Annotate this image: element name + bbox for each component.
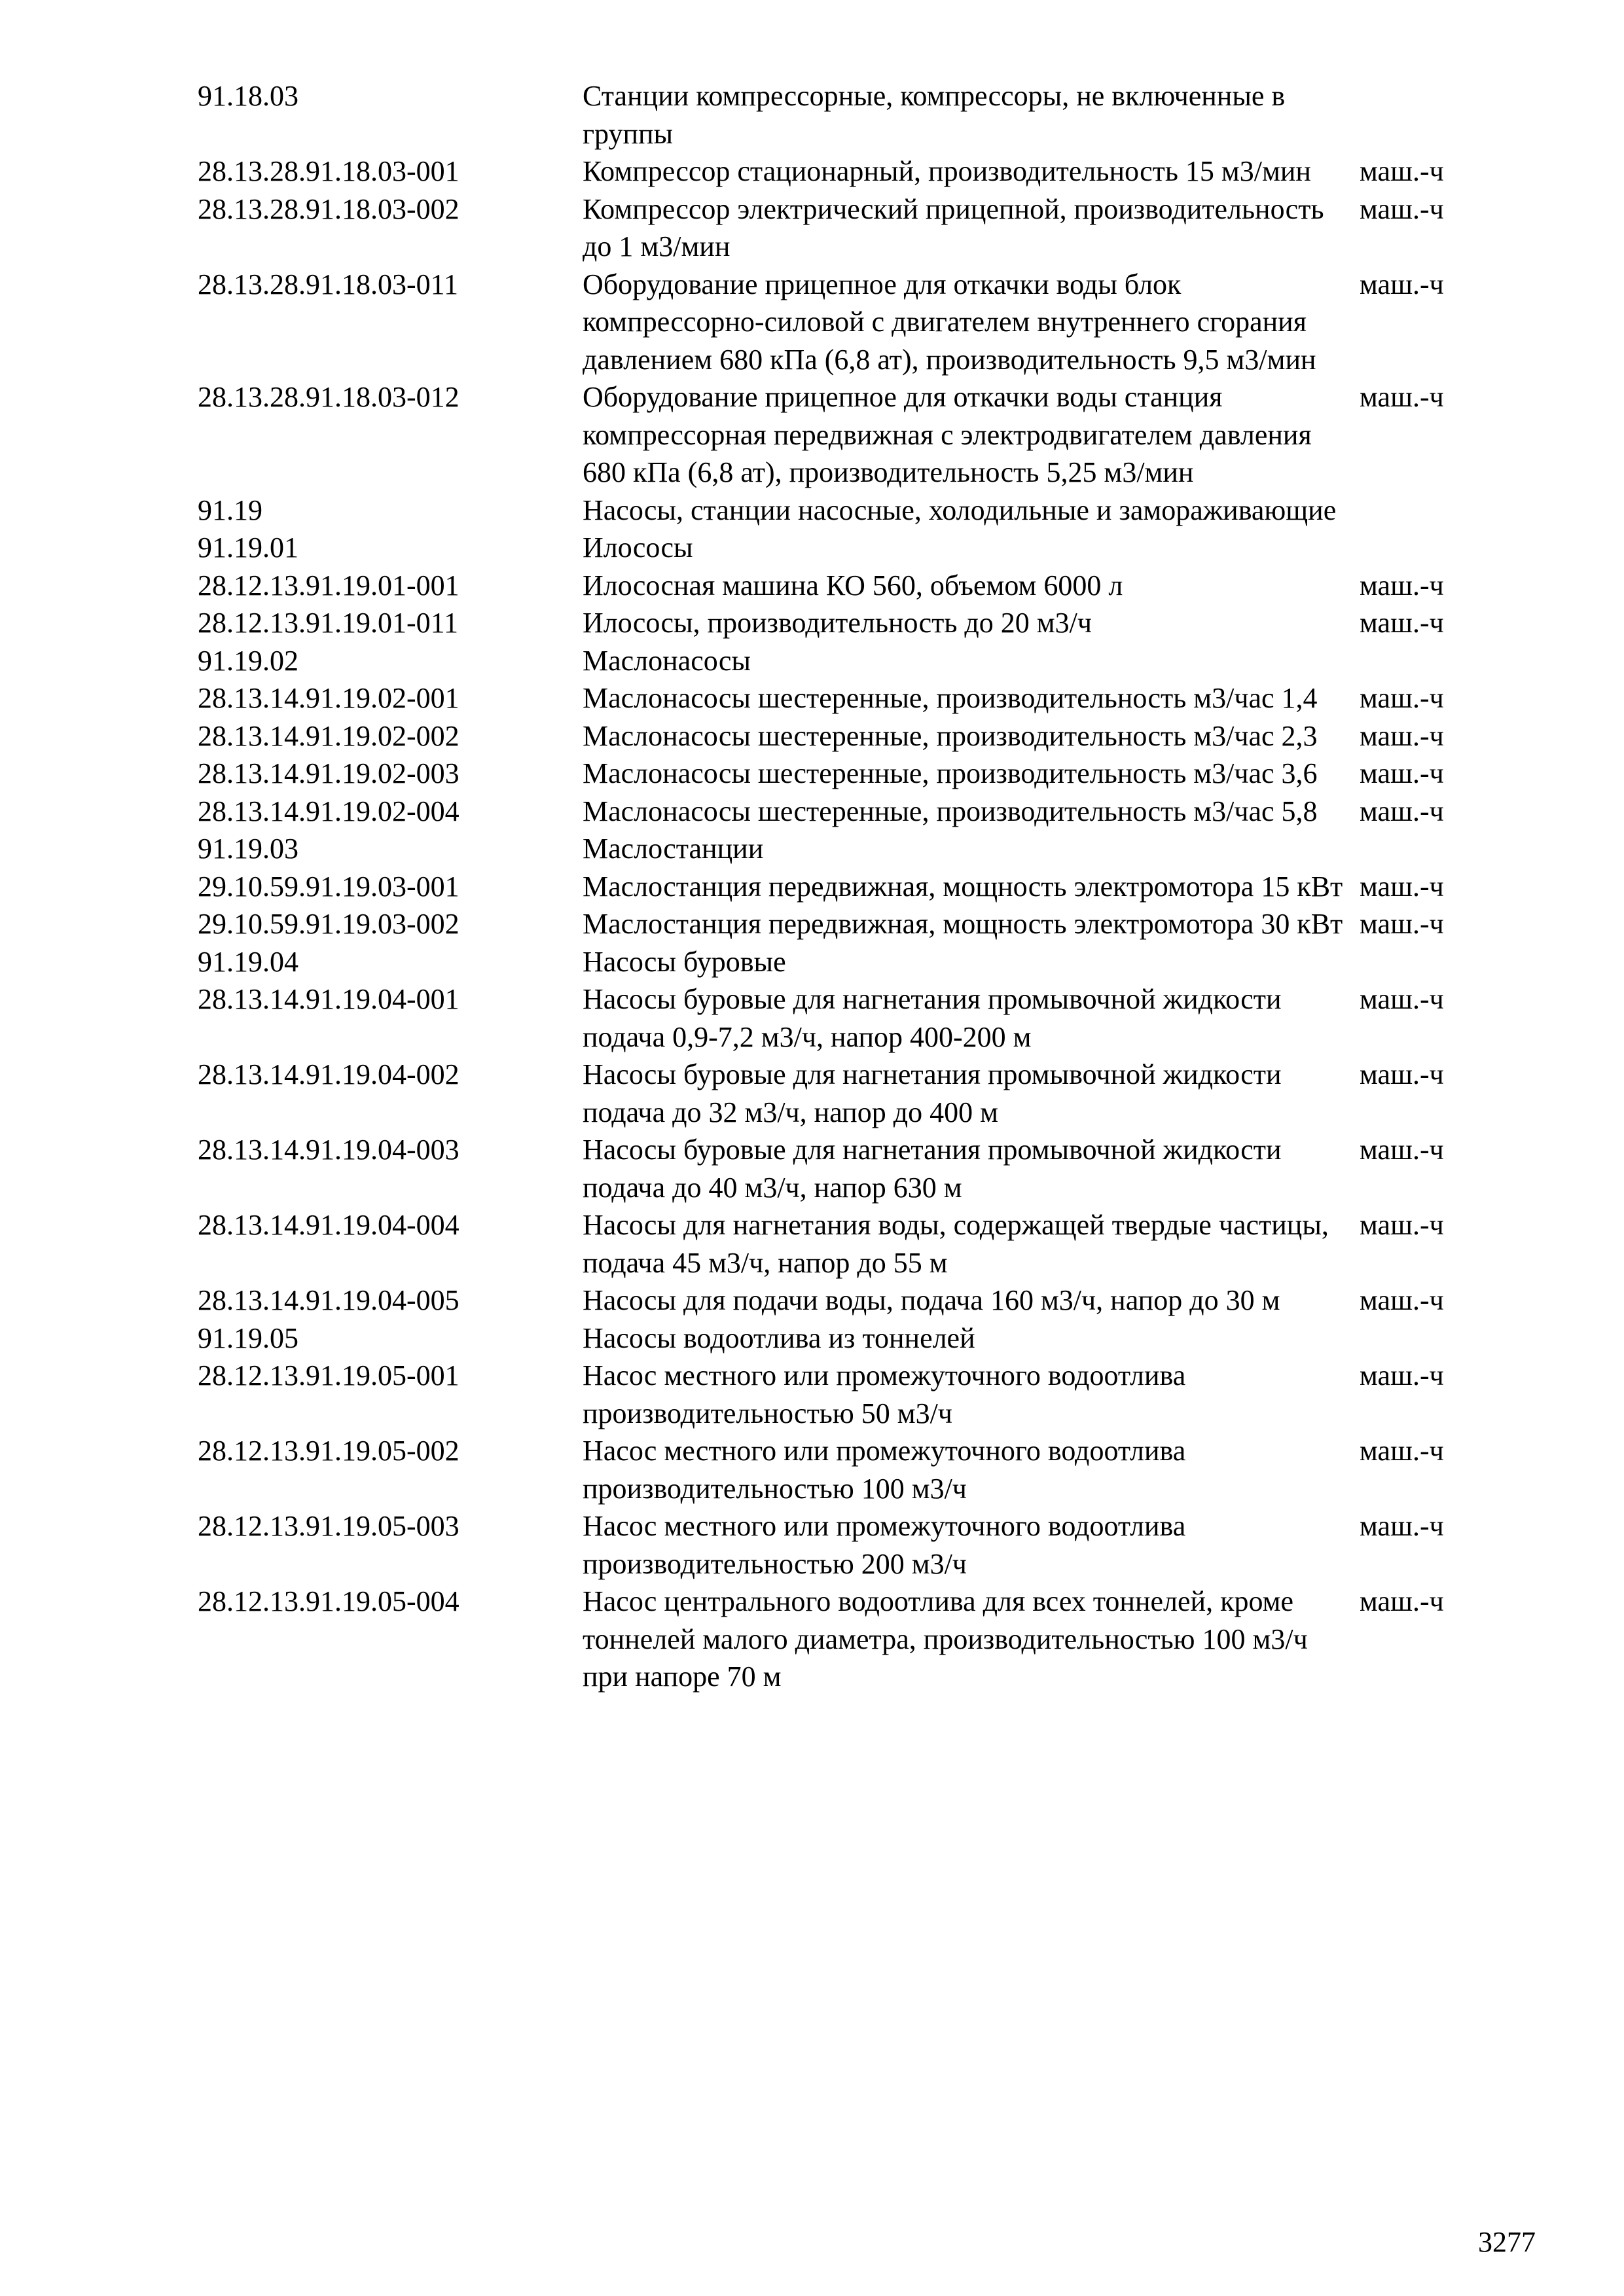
table-row <box>198 868 1507 906</box>
row-name: Маслостанции <box>583 833 764 865</box>
row-name: Маслонасосы шестеренные, производительность м3/час 3,6 <box>583 757 1318 789</box>
table-row <box>198 793 1507 831</box>
row-unit: маш.-ч <box>1360 155 1444 187</box>
row-code: 28.12.13.91.19.01-001 <box>198 569 460 601</box>
row-name: Маслостанция передвижная, мощность электромотора 30 кВт <box>583 908 1343 940</box>
table-row <box>198 567 1507 605</box>
table-row <box>198 1056 1507 1131</box>
row-unit: маш.-ч <box>1360 719 1444 752</box>
row-name: Насосы водоотлива из тоннелей <box>583 1321 975 1354</box>
table-row <box>198 77 1507 152</box>
row-name: Маслостанция передвижная, мощность электромотора 15 кВт <box>583 870 1343 903</box>
row-unit: маш.-ч <box>1360 870 1444 903</box>
table-row <box>198 152 1507 190</box>
row-name: Илососная машина КО 560, объемом 6000 л <box>583 569 1123 601</box>
table-row <box>198 604 1507 642</box>
row-name: Насосы для нагнетания воды, содержащей твердые частицы, подача 45 м3/ч, напор до 55 м <box>583 1209 1329 1279</box>
table-row <box>198 1507 1507 1583</box>
page-number: 3277 <box>1478 2226 1536 2258</box>
row-code: 91.19.05 <box>198 1321 298 1354</box>
row-name: Насосы буровые для нагнетания промывочной жидкости подача до 32 м3/ч, напор до 400 м <box>583 1058 1282 1128</box>
row-name: Станции компрессорные, компрессоры, не включенные в группы <box>583 80 1286 150</box>
row-code: 28.13.28.91.18.03-011 <box>198 268 459 300</box>
row-code: 28.12.13.91.19.05-002 <box>198 1435 460 1467</box>
row-code: 91.19.03 <box>198 833 298 865</box>
machinery-classifier-table <box>198 77 1507 1696</box>
row-name: Насос местного или промежуточного водоотлива производительностью 50 м3/ч <box>583 1359 1186 1429</box>
table-row <box>198 266 1507 379</box>
row-code: 28.13.14.91.19.02-001 <box>198 682 460 714</box>
row-name: Насос местного или промежуточного водоотлива производительностью 200 м3/ч <box>583 1510 1186 1580</box>
table-row <box>198 830 1507 868</box>
row-unit: маш.-ч <box>1360 1209 1444 1241</box>
row-name: Илососы, производительность до 20 м3/ч <box>583 607 1092 639</box>
row-name: Маслонасосы <box>583 644 751 677</box>
row-name: Насосы, станции насосные, холодильные и замораживающие <box>583 493 1337 526</box>
table-row <box>198 1206 1507 1282</box>
row-code: 28.13.28.91.18.03-012 <box>198 381 460 413</box>
row-unit: маш.-ч <box>1360 1134 1444 1166</box>
row-name: Компрессор стационарный, производительность 15 м3/мин <box>583 155 1311 187</box>
row-code: 28.13.14.91.19.02-003 <box>198 757 460 789</box>
row-code: 91.19.01 <box>198 531 298 564</box>
row-name: Илососы <box>583 531 693 564</box>
row-unit: маш.-ч <box>1360 569 1444 601</box>
row-unit: маш.-ч <box>1360 1058 1444 1090</box>
row-unit: маш.-ч <box>1360 607 1444 639</box>
table-row <box>198 717 1507 755</box>
table-row <box>198 679 1507 717</box>
table-row <box>198 905 1507 943</box>
table-row <box>198 642 1507 680</box>
row-code: 28.13.14.91.19.04-004 <box>198 1209 460 1241</box>
row-unit: маш.-ч <box>1360 983 1444 1015</box>
table-row <box>198 1357 1507 1432</box>
row-code: 29.10.59.91.19.03-002 <box>198 908 460 940</box>
row-code: 28.12.13.91.19.01-011 <box>198 607 459 639</box>
row-code: 28.13.14.91.19.04-005 <box>198 1284 460 1316</box>
row-code: 28.13.28.91.18.03-001 <box>198 155 460 187</box>
table-row <box>198 755 1507 793</box>
row-name: Оборудование прицепное для откачки воды станция компрессорная передвижная с электродвигателем давления 680 кПа (6,8 ат), производительность 5,25 м3/мин <box>583 381 1312 488</box>
row-code: 91.19.02 <box>198 644 298 677</box>
table-row <box>198 943 1507 981</box>
row-name: Насосы буровые для нагнетания промывочной жидкости подача до 40 м3/ч, напор 630 м <box>583 1134 1282 1204</box>
row-unit: маш.-ч <box>1360 1284 1444 1316</box>
row-name: Насосы буровые для нагнетания промывочной жидкости подача 0,9-7,2 м3/ч, напор 400-200 м <box>583 983 1282 1053</box>
row-unit: маш.-ч <box>1360 757 1444 789</box>
row-name: Насос центрального водоотлива для всех тоннелей, кроме тоннелей малого диаметра, производительностью 100 м3/ч при напоре 70 м <box>583 1585 1308 1693</box>
table-row <box>198 1131 1507 1206</box>
row-name: Насосы буровые <box>583 945 786 978</box>
row-name: Маслонасосы шестеренные, производительность м3/час 5,8 <box>583 795 1318 827</box>
row-unit: маш.-ч <box>1360 1435 1444 1467</box>
row-code: 28.12.13.91.19.05-001 <box>198 1359 460 1391</box>
row-unit: маш.-ч <box>1360 795 1444 827</box>
row-code: 29.10.59.91.19.03-001 <box>198 870 460 903</box>
row-name: Маслонасосы шестеренные, производительность м3/час 1,4 <box>583 682 1318 714</box>
row-name: Компрессор электрический прицепной, производительность до 1 м3/мин <box>583 192 1324 262</box>
row-code: 28.13.14.91.19.04-001 <box>198 983 460 1015</box>
row-code: 28.12.13.91.19.05-003 <box>198 1510 460 1542</box>
row-unit: маш.-ч <box>1360 908 1444 940</box>
row-code: 91.19.04 <box>198 945 298 978</box>
row-unit: маш.-ч <box>1360 268 1444 300</box>
table-row <box>198 529 1507 567</box>
table-row <box>198 378 1507 492</box>
row-unit: маш.-ч <box>1360 192 1444 225</box>
row-code: 28.13.14.91.19.02-002 <box>198 719 460 752</box>
row-code: 28.13.14.91.19.04-002 <box>198 1058 460 1090</box>
table-row <box>198 492 1507 529</box>
row-name: Насосы для подачи воды, подача 160 м3/ч, напор до 30 м <box>583 1284 1280 1316</box>
row-unit: маш.-ч <box>1360 1585 1444 1617</box>
row-unit: маш.-ч <box>1360 682 1444 714</box>
table-row <box>198 1432 1507 1507</box>
row-code: 91.18.03 <box>198 80 298 112</box>
table-row <box>198 1583 1507 1696</box>
table-row <box>198 980 1507 1056</box>
row-name: Маслонасосы шестеренные, производительность м3/час 2,3 <box>583 719 1318 752</box>
row-unit: маш.-ч <box>1360 1359 1444 1391</box>
table-row <box>198 190 1507 266</box>
row-unit: маш.-ч <box>1360 1510 1444 1542</box>
row-name: Насос местного или промежуточного водоотлива производительностью 100 м3/ч <box>583 1435 1186 1505</box>
row-code: 28.13.14.91.19.04-003 <box>198 1134 460 1166</box>
table-row <box>198 1319 1507 1357</box>
row-code: 91.19 <box>198 493 262 526</box>
row-code: 28.13.14.91.19.02-004 <box>198 795 460 827</box>
row-name: Оборудование прицепное для откачки воды блок компрессорно-силовой с двигателем внутреннего сгорания давлением 680 кПа (6,8 ат), производительность 9,5 м3/мин <box>583 268 1316 376</box>
table-row <box>198 1282 1507 1319</box>
row-code: 28.12.13.91.19.05-004 <box>198 1585 460 1617</box>
row-unit: маш.-ч <box>1360 381 1444 413</box>
row-code: 28.13.28.91.18.03-002 <box>198 192 460 225</box>
